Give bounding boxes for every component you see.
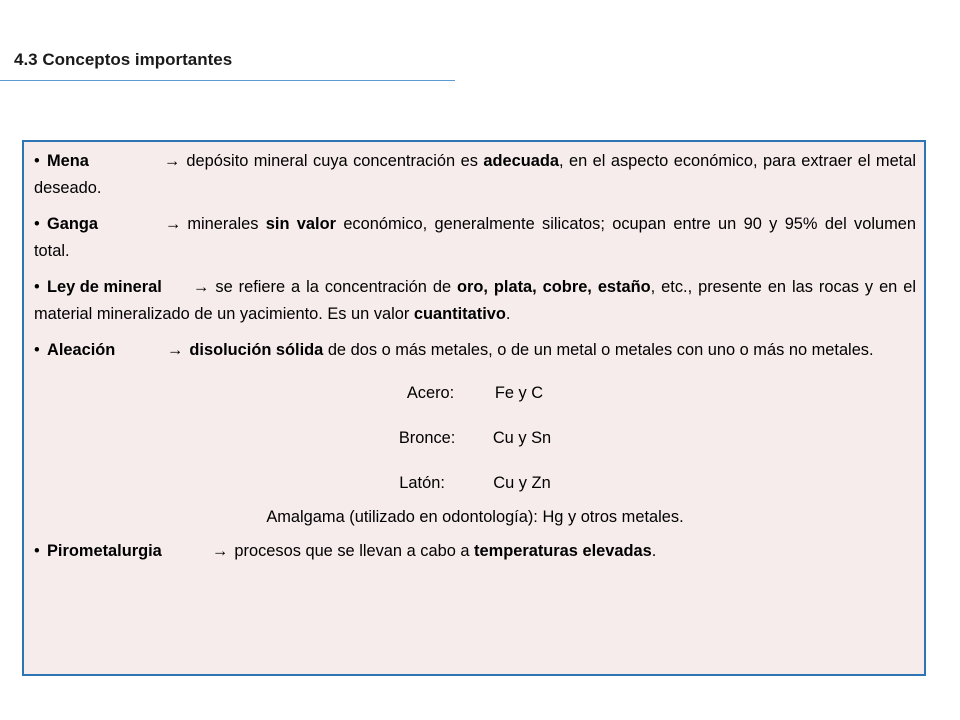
definition-text: minerales [187, 215, 266, 233]
arrow-icon: → [164, 152, 181, 170]
alloy-composition: Cu y Zn [493, 473, 551, 492]
bullet: • [34, 541, 40, 560]
concepts-box [22, 140, 926, 676]
definition-emphasis: disolución sólida [189, 341, 324, 359]
alloy-composition: Hg y otros metales. [542, 507, 684, 526]
alloy-name: Acero: [406, 383, 455, 402]
bullet: • [34, 215, 40, 233]
arrow-icon: → [167, 341, 184, 359]
arrow-icon: → [193, 278, 210, 296]
title-underline [0, 80, 455, 81]
definition-emphasis: oro, plata, cobre, estaño [457, 278, 651, 296]
bullet: • [34, 341, 40, 359]
alloy-name: Latón: [399, 473, 445, 492]
bullet: • [34, 152, 40, 170]
definition-emphasis: cuantitativo [413, 304, 506, 323]
alloy-name: Amalgama (utilizado en odontología): [266, 507, 538, 526]
definition-text: procesos que se llevan a cabo a [234, 541, 475, 560]
alloy-row-laton [34, 470, 916, 496]
page-title: 4.3 Conceptos importantes [14, 50, 233, 69]
concept-item-ganga [34, 211, 916, 264]
bullet: • [34, 278, 40, 296]
definition-emphasis: temperaturas elevadas [474, 541, 652, 560]
term-label: Pirometalurgia [47, 541, 162, 560]
concept-item-pirometalurgia [34, 538, 916, 565]
definition-emphasis: sin valor [265, 215, 336, 233]
definition-text: . [651, 541, 657, 560]
alloy-composition: Cu y Sn [492, 428, 552, 447]
concept-item-ley [34, 274, 916, 327]
alloy-name: Bronce: [398, 428, 456, 447]
alloy-row-bronce [34, 425, 916, 451]
definition-text: económico, generalmente silicatos; ocupan entre un 90 y 95% del volumen total. [34, 215, 916, 260]
definition-text: . [505, 304, 511, 323]
definition-text: depósito mineral cuya concentración es [186, 152, 484, 170]
term-label: Ganga [47, 215, 99, 233]
concept-item-mena [34, 148, 916, 201]
arrow-icon: → [212, 541, 229, 560]
definition-text: se refiere a la concentración de [215, 278, 458, 296]
term-label: Aleación [47, 341, 116, 359]
alloy-row-amalgama [34, 504, 916, 530]
definition-emphasis: adecuada [483, 152, 559, 170]
concept-item-aleacion [34, 337, 916, 364]
definition-text: , etc., presente en las rocas y en el material mineralizado de un yacimiento. Es un valor [34, 278, 917, 323]
arrow-icon: → [165, 215, 182, 233]
term-label: Ley de mineral [47, 278, 162, 296]
definition-text: , en el aspecto económico, para extraer el metal deseado. [34, 152, 916, 197]
alloy-row-acero [34, 380, 916, 406]
alloy-composition: Fe y C [494, 383, 544, 402]
definition-text: de dos o más metales, o de un metal o metales con uno o más no metales. [323, 341, 874, 359]
term-label: Mena [47, 152, 89, 170]
